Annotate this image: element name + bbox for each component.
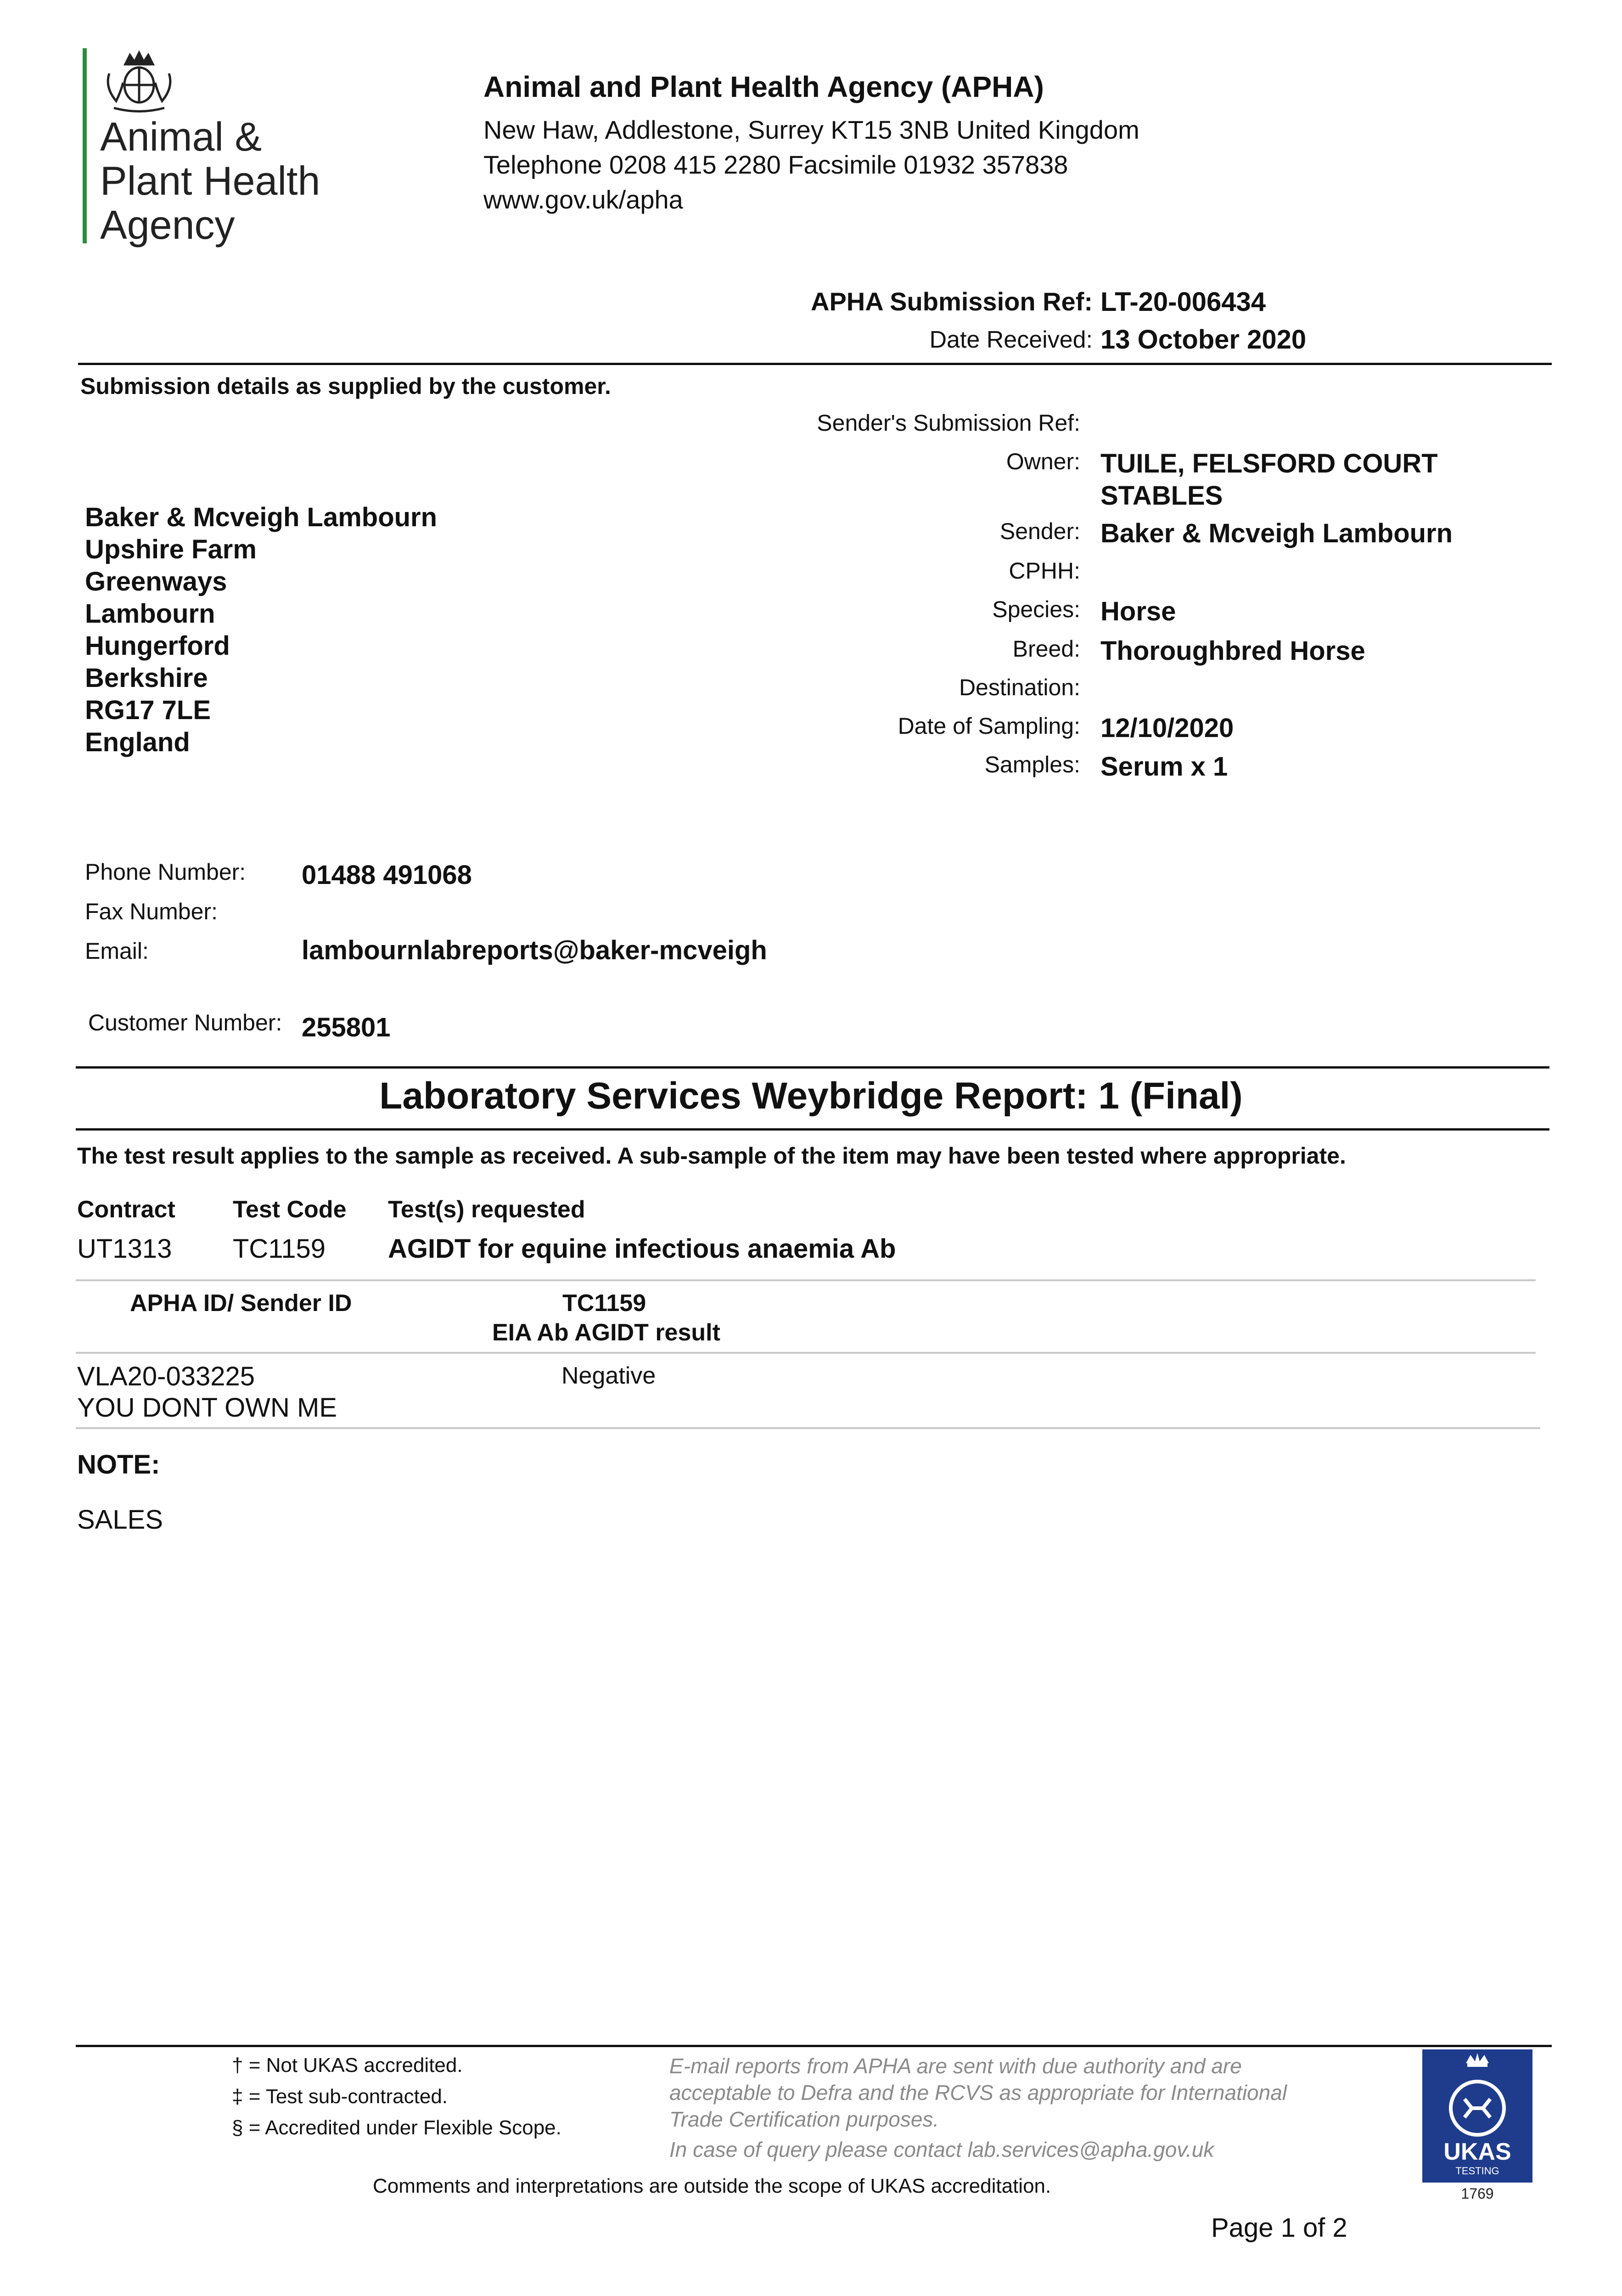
page-number: Page 1 of 2 — [1211, 2213, 1347, 2243]
sender-label: Sender: — [999, 518, 1080, 544]
report-disclaimer: The test result applies to the sample as received. A sub-sample of the item may have been tested where appropriate. — [77, 1143, 1346, 1169]
tests-requested-header: Test(s) requested — [388, 1196, 585, 1223]
ukas-crown-icon — [1422, 2049, 1532, 2183]
sampling-date-label: Date of Sampling: — [898, 713, 1080, 739]
organisation-phone-fax: Telephone 0208 415 2280 Facsimile 01932 357838 — [483, 150, 1068, 179]
logo-accent-bar — [83, 48, 87, 243]
apha-id-value: VLA20-033225 — [77, 1362, 255, 1391]
contract-header: Contract — [77, 1196, 175, 1223]
legend-item: † = Not UKAS accredited. — [232, 2054, 463, 2077]
results-bottom-divider — [76, 1427, 1540, 1429]
customer-address — [85, 501, 437, 759]
title-bottom-rule — [76, 1128, 1549, 1131]
customer-number-value: 255801 — [302, 1013, 391, 1042]
address-line: Berkshire — [85, 663, 208, 693]
organisation-name: Animal and Plant Health Agency (APHA) — [483, 70, 1044, 103]
phone-label: Phone Number: — [85, 859, 246, 885]
title-top-rule — [76, 1066, 1549, 1069]
address-line: RG17 7LE — [85, 695, 211, 725]
submission-ref-label: APHA Submission Ref: — [811, 287, 1093, 316]
email-label: Email: — [85, 938, 149, 964]
test-requested-value: AGIDT for equine infectious anaemia Ab — [388, 1234, 896, 1264]
address-line: Baker & Mcveigh Lambourn — [85, 502, 438, 532]
address-line: Hungerford — [85, 631, 230, 661]
cphh-label: CPHH: — [1009, 558, 1080, 584]
ukas-number: 1769 — [1461, 2185, 1494, 2202]
email-value[interactable]: lambournlabreports@baker-mcveigh — [302, 935, 767, 965]
submission-details-heading: Submission details as supplied by the customer. — [80, 373, 611, 399]
phone-value: 01488 491068 — [302, 860, 472, 890]
address-line: Lambourn — [85, 599, 215, 629]
ukas-statement: Comments and interpretations are outside the scope of UKAS accreditation. — [373, 2175, 1051, 2197]
address-line: Greenways — [85, 567, 227, 597]
legend-item: § = Accredited under Flexible Scope. — [232, 2116, 561, 2139]
footer-divider — [76, 2045, 1552, 2047]
legend-item: ‡ = Test sub-contracted. — [232, 2085, 448, 2108]
ukas-logo — [1422, 2049, 1532, 2206]
sender-ref-label: Sender's Submission Ref: — [817, 410, 1080, 436]
email-notice-line: E-mail reports from APHA are sent with due authority and are — [669, 2054, 1242, 2078]
logo-line: Plant Health — [100, 158, 320, 203]
test-code-header: Test Code — [233, 1196, 347, 1223]
note-text: SALES — [77, 1505, 163, 1535]
destination-label: Destination: — [959, 675, 1080, 700]
address-line: England — [85, 727, 190, 757]
logo-line: Agency — [100, 202, 235, 248]
email-notice-line: acceptable to Defra and the RCVS as appropriate for International — [669, 2081, 1287, 2105]
ukas-label: UKAS — [1443, 2138, 1511, 2165]
accreditation-legend — [232, 2050, 561, 2144]
ukas-sublabel: TESTING — [1455, 2165, 1499, 2177]
results-id-header: APHA ID/ Sender ID — [130, 1290, 352, 1317]
owner-value-line1: TUILE, FELSFORD COURT — [1100, 449, 1438, 478]
species-label: Species: — [992, 597, 1080, 622]
breed-value: Thoroughbred Horse — [1100, 636, 1365, 666]
organisation-address: New Haw, Addlestone, Surrey KT15 3NB United Kingdom — [483, 115, 1139, 144]
header-divider — [78, 363, 1552, 365]
fax-label: Fax Number: — [85, 899, 218, 924]
logo-line: Animal & — [100, 114, 262, 159]
breed-label: Breed: — [1012, 636, 1080, 662]
query-notice: In case of query please contact lab.services@apha.gov.uk — [669, 2138, 1214, 2161]
results-code-header: TC1159 — [562, 1290, 646, 1317]
organisation-website[interactable]: www.gov.uk/apha — [483, 185, 683, 214]
date-received-label: Date Received: — [929, 326, 1093, 353]
results-result-header: EIA Ab AGIDT result — [492, 1319, 720, 1346]
customer-number-label: Customer Number: — [88, 1010, 282, 1035]
owner-label: Owner: — [1006, 449, 1080, 474]
contract-value: UT1313 — [77, 1234, 172, 1264]
agency-logo-text — [100, 115, 320, 247]
result-value: Negative — [561, 1362, 656, 1389]
submission-ref-value: LT-20-006434 — [1100, 287, 1266, 317]
date-received-value: 13 October 2020 — [1100, 325, 1307, 355]
samples-label: Samples: — [984, 752, 1080, 777]
sender-value: Baker & Mcveigh Lambourn — [1100, 518, 1453, 548]
sender-id-value: YOU DONT OWN ME — [77, 1393, 337, 1423]
report-title: Laboratory Services Weybridge Report: 1 (Final) — [379, 1075, 1243, 1117]
owner-value-line2: STABLES — [1100, 481, 1223, 511]
email-notice-line: Trade Certification purposes. — [669, 2107, 939, 2131]
note-label: NOTE: — [77, 1450, 160, 1480]
email-notice — [669, 2053, 1287, 2133]
sampling-date-value: 12/10/2020 — [1100, 713, 1234, 743]
species-value: Horse — [1100, 597, 1176, 626]
royal-crest-icon — [100, 46, 178, 115]
samples-value: Serum x 1 — [1100, 752, 1228, 782]
test-code-value: TC1159 — [233, 1234, 326, 1264]
results-header-divider — [76, 1352, 1536, 1354]
tests-divider — [76, 1279, 1536, 1281]
address-line: Upshire Farm — [85, 535, 257, 564]
